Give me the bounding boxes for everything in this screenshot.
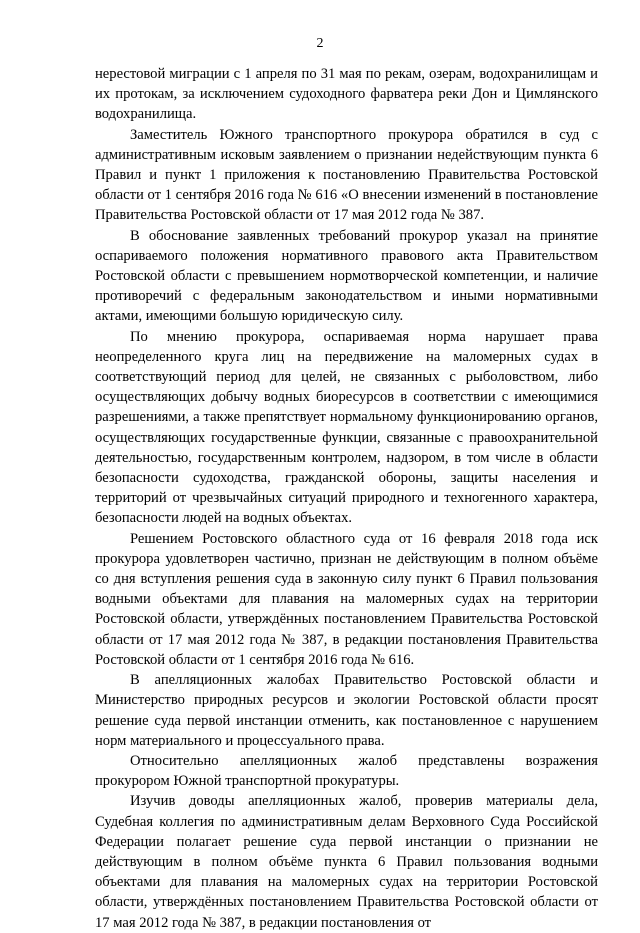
paragraph-3: В обоснование заявленных требований прокурор указал на принятие оспариваемого положения нормативного правового акта Правительством Ростовской области с превышением нормотворческой компетенции, и наличие противоречий с федеральным законодательством и иными нормативными актами, имеющими большую юридическую силу. <box>95 227 598 325</box>
page-number: 2 <box>316 36 324 51</box>
paragraph-5: Решением Ростовского областного суда от 16 февраля 2018 года иск прокурора удовлетворен частично, признан не действующим в полном объёме со дня вступления решения суда в законную силу пункт 6 Правил пользования водными объектами для плавания на маломерных судах на территории Ростовской области, утверждённых постановлением Правительства Ростовской области от 17 мая 2012 года № 387, в редакции постановления Правительства Ростовской области от 1 сентября 2016 года № 616. <box>95 530 598 668</box>
paragraph-4: По мнению прокурора, оспариваемая норма нарушает права неопределенного круга лиц на передвижение на маломерных судах в соответствующий период для целей, не связанных с рыболовством, либо осуществляющих добычу водных биоресурсов в соответствии с имеющимися разрешениями, а также препятствует нормальному функционированию органов, осуществляющих государственные функции, связанные с правоохранительной деятельностью, государственным контролем, надзором, в том числе в области безопасности судоходства, гражданской обороны, защиты населения и территорий от чрезвычайных ситуаций природного и техногенного характера, безопасности людей на водных объектах. <box>95 328 598 527</box>
paragraph-7: Относительно апелляционных жалоб представлены возражения прокурором Южной транспортной прокуратуры. <box>95 752 598 790</box>
paragraph-8: Изучив доводы апелляционных жалоб, проверив материалы дела, Судебная коллегия по административным делам Верховного Суда Российской Федерации полагает решение суда первой инстанции о признании не действующим в полном объёме пункта 6 Правил пользования водными объектами для плавания на маломерных судах на территории Ростовской области, утверждённых постановлением Правительства Ростовской области от 17 мая 2012 года № 387, в редакции постановления от <box>95 793 598 931</box>
paragraph-6: В апелляционных жалобах Правительство Ростовской области и Министерство природных ресурсов и экологии Ростовской области просят решение суда первой инстанции отменить, как постановленное с нарушением норм материального и процессуального права. <box>95 672 598 749</box>
document-body <box>95 64 598 933</box>
paragraph-2: Заместитель Южного транспортного прокурора обратился в суд с административным исковым заявлением о признании недействующим пункта 6 Правил и пункт 1 приложения к постановлению Правительства Ростовской области от 1 сентября 2016 года № 616 «О внесении изменений в постановление Правительства Ростовской области от 17 мая 2012 года № 387. <box>95 126 598 224</box>
paragraph-1: нерестовой миграции с 1 апреля по 31 мая по рекам, озерам, водохранилищам и их протокам, за исключением судоходного фарватера реки Дон и Цимлянского водохранилища. <box>95 66 598 123</box>
